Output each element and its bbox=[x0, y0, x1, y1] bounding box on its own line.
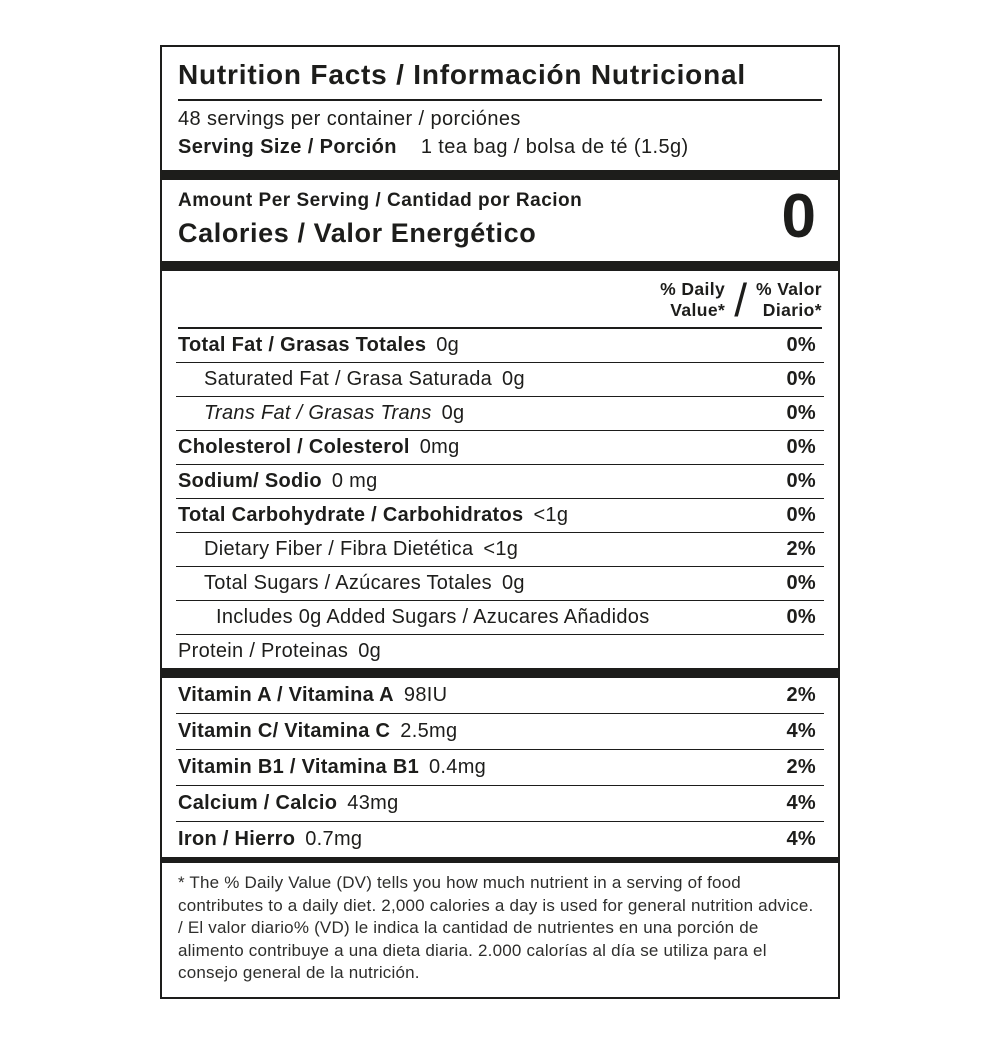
label-title: Nutrition Facts / Información Nutricional bbox=[178, 59, 746, 90]
vitamin-table bbox=[176, 678, 824, 857]
table-row: Total Carbohydrate / Carbohidratos <1g 0% bbox=[176, 499, 824, 533]
table-row: Saturated Fat / Grasa Saturada 0g 0% bbox=[176, 363, 824, 397]
calories-value: 0 bbox=[781, 182, 816, 251]
daily-value-es: % Valor Diario* bbox=[755, 279, 822, 320]
nutrient-table bbox=[176, 329, 824, 668]
amount-per-serving: Amount Per Serving / Cantidad por Racion bbox=[178, 190, 583, 211]
calorie-block bbox=[176, 180, 824, 261]
table-row: Iron / Hierro 0.7mg 4% bbox=[178, 828, 816, 850]
table-row: Total Fat / Grasas Totales 0g 0% bbox=[176, 329, 824, 363]
divider-thick bbox=[162, 668, 838, 678]
calories-label: Calories / Valor Energético bbox=[178, 218, 537, 248]
table-row: Vitamin C/ Vitamina C 2.5mg 4% bbox=[176, 714, 824, 750]
divider-thick bbox=[162, 261, 838, 271]
table-row: Includes 0g Added Sugars / Azucares Añadidos 0% bbox=[176, 601, 824, 635]
table-row: Vitamin B1 / Vitamina B1 0.4mg 2% bbox=[176, 750, 824, 786]
daily-value-en: % Daily Value* bbox=[660, 279, 726, 320]
table-row: Trans Fat / Grasas Trans 0g 0% bbox=[176, 397, 824, 431]
serving-size-value: 1 tea bag / bolsa de té (1.5g) bbox=[420, 136, 689, 158]
daily-value-footnote: * The % Daily Value (DV) tells you how much nutrient in a serving of food contributes to a daily diet. 2,000 calories a day is used for general nutrition advice. / El valor diario% (VD) le indica la cantidad de nutrientes en una porción de alimento contribuye a una dieta diaria. 2.000 calorías al día se utiliza para el consejo general de la nutrición. bbox=[178, 873, 814, 982]
servings-per-container: 48 servings per container / porciónes bbox=[178, 108, 521, 130]
daily-value-slash: / bbox=[734, 274, 747, 326]
daily-value-header bbox=[176, 271, 824, 327]
table-row: Dietary Fiber / Fibra Dietética <1g 2% bbox=[176, 533, 824, 567]
table-row: Protein / Proteinas 0g bbox=[178, 640, 382, 662]
divider-thick bbox=[162, 170, 838, 180]
table-row: Sodium/ Sodio 0 mg 0% bbox=[176, 465, 824, 499]
serving-size-line bbox=[176, 133, 824, 170]
table-row: Cholesterol / Colesterol 0mg 0% bbox=[176, 431, 824, 465]
nutrition-facts-label bbox=[160, 45, 840, 999]
table-row: Total Sugars / Azúcares Totales 0g 0% bbox=[176, 567, 824, 601]
serving-size-label: Serving Size / Porción bbox=[178, 136, 397, 158]
table-row: Vitamin A / Vitamina A 98IU 2% bbox=[176, 678, 824, 714]
table-row: Calcium / Calcio 43mg 4% bbox=[176, 786, 824, 822]
